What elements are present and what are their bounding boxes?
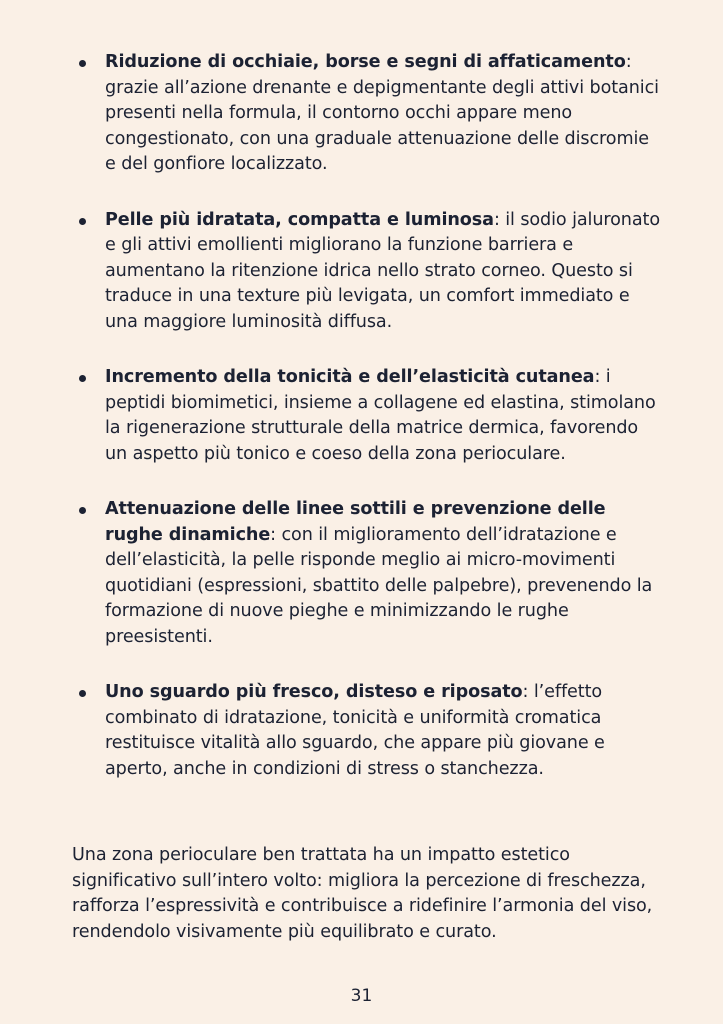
- page-number: 31: [350, 986, 373, 1006]
- closing-paragraph: Una zona perioculare ben trattata ha un impatto estetico significativo sull’intero volto: migliora la percezione di freschezza, rafforza l’espressività e contribuisce a ridefinire l’armonia del viso, rendendolo visivamente più equilibrato e curato.: [72, 845, 653, 942]
- bullet-title: Riduzione di occhiaie, borse e segni di affaticamento: [105, 52, 626, 72]
- list-item: [0, 680, 723, 782]
- bullet-text: : con il miglioramento dell’idratazione e dell’elasticità, la pelle risponde meglio ai micro-movimenti quotidiani (espressioni, sbattito delle palpebre), prevenendo la formazione di nuove pieghe e minimizzando le rughe preesistenti.: [105, 524, 653, 647]
- bullet-title: Uno sguardo più fresco, disteso e riposato: [105, 682, 523, 702]
- list-item: [0, 208, 723, 336]
- benefits-list: [0, 50, 723, 812]
- bullet-icon: [79, 375, 86, 382]
- bullet-title: Attenuazione delle linee sottili e prevenzione delle rughe dinamiche: [105, 499, 606, 545]
- bullet-text: : l’effetto combinato di idratazione, tonicità e uniformità cromatica restituisce vitalità allo sguardo, che appare più giovane e aperto, anche in condizioni di stress o stanchezza.: [105, 682, 605, 779]
- list-item: [0, 50, 723, 178]
- bullet-icon: [79, 60, 86, 67]
- bullet-icon: [79, 690, 86, 697]
- bullet-text: : il sodio jaluronato e gli attivi emollienti migliorano la funzione barriera e aumentano la ritenzione idrica nello strato corneo. Questo si traduce in una texture più levigata, un comfort immediato e una maggiore luminosità diffusa.: [105, 209, 660, 332]
- list-item: [0, 365, 723, 467]
- list-item: [0, 497, 723, 650]
- bullet-text: : grazie all’azione drenante e depigmentante degli attivi botanici presenti nella formula, il contorno occhi appare meno congestionato, con una graduale attenuazione delle discromie e del gonfiore localizzato.: [105, 52, 659, 174]
- bullet-title: Pelle più idratata, compatta e luminosa: [105, 209, 494, 230]
- bullet-icon: [79, 507, 86, 514]
- bullet-text: : i peptidi biomimetici, insieme a collagene ed elastina, stimolano la rigenerazione strutturale della matrice dermica, favorendo un aspetto più tonico e coeso della zona perioculare.: [105, 367, 656, 464]
- bullet-icon: [79, 218, 86, 225]
- bullet-title: Incremento della tonicità e dell’elasticità cutanea: [105, 367, 595, 387]
